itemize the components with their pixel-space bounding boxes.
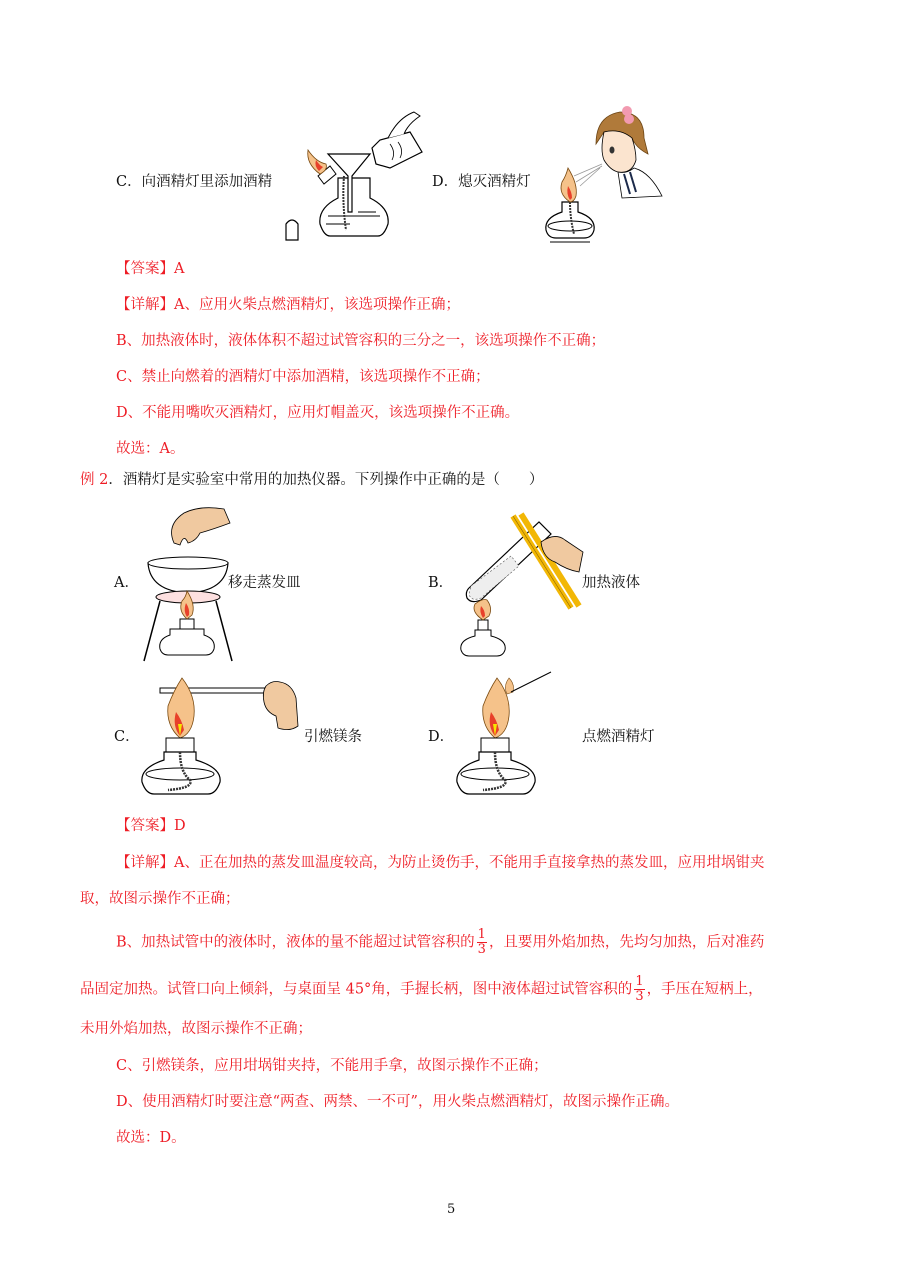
ex2-explanation-b-line2: 品固定加热。试管口向上倾斜，与桌面呈 45°角，手握长柄，图中液体超过试管容积的 $\frac{1}{3}$ ，手压在短柄上， — [80, 974, 763, 1004]
ex1-explanation-a: 【详解】A、应用火柴点燃酒精灯，该选项操作正确； — [116, 297, 460, 313]
ex2-option-b-illustration — [455, 512, 585, 660]
ex1-answer: 【答案】A — [116, 261, 185, 277]
ex2-option-c-text: 引燃镁条 — [304, 729, 362, 745]
ex2-option-a-text: 移走蒸发皿 — [228, 575, 301, 591]
ex1-option-d-illustration — [540, 98, 665, 248]
ex2-option-d-text: 点燃酒精灯 — [582, 729, 655, 745]
ex1-explanation-d: D、不能用嘴吹灭酒精灯，应用灯帽盖灭，该选项操作不正确。 — [116, 405, 520, 421]
ex2-option-d-illustration — [455, 676, 565, 806]
fraction-one-third: $\frac{1}{3}$ — [477, 927, 486, 957]
ex2-explanation-a-line1: 【详解】A、正在加热的蒸发皿温度较高，为防止烫伤手，不能用手直接拿热的蒸发皿，应用坩埚钳夹 — [116, 855, 765, 871]
ex2-explanation-b-line3: 未用外焰加热，故图示操作不正确； — [80, 1021, 312, 1037]
ex1-option-c-label: C．向酒精灯里添加酒精 — [116, 174, 273, 190]
ex2-explanation-d: D、使用酒精灯时要注意“两查、两禁、一不可”，用火柴点燃酒精灯，故图示操作正确。 — [116, 1094, 679, 1110]
ex2-explanation-c: C、引燃镁条，应用坩埚钳夹持，不能用手拿，故图示操作不正确； — [116, 1058, 548, 1074]
ex1-explanation-c: C、禁止向燃着的酒精灯中添加酒精，该选项操作不正确； — [116, 369, 490, 385]
ex1-explanation-b: B、加热液体时，液体体积不超过试管容积的三分之一，该选项操作不正确； — [116, 333, 606, 349]
fraction-one-third: $\frac{1}{3}$ — [635, 974, 644, 1004]
ex2-explanation-a-line2: 取，故图示操作不正确； — [80, 891, 240, 907]
ex2-option-d-letter: D． — [428, 729, 455, 745]
ex2-question: 例 2．酒精灯是实验室中常用的加热仪器。下列操作中正确的是（ ） — [80, 472, 544, 488]
ex1-conclusion: 故选：A。 — [116, 441, 185, 457]
ex2-option-b-text: 加热液体 — [582, 575, 640, 591]
ex2-explanation-b-line1: B、加热试管中的液体时，液体的量不能超过试管容积的 $\frac{1}{3}$ ，且要用外焰加热，先均匀加热，后对准药 — [116, 927, 765, 957]
ex2-conclusion: 故选：D。 — [116, 1130, 186, 1146]
page-number: 5 — [447, 1202, 456, 1217]
ex2-option-c-illustration — [140, 676, 310, 806]
ex1-option-c-illustration — [280, 112, 430, 247]
ex2-option-b-letter: B． — [428, 575, 454, 591]
ex2-answer: 【答案】D — [116, 818, 186, 834]
ex2-option-a-letter: A． — [114, 575, 139, 591]
ex2-option-a-illustration — [140, 505, 240, 663]
ex2-option-c-letter: C． — [114, 729, 140, 745]
ex1-option-d-label: D．熄灭酒精灯 — [432, 174, 531, 190]
ex2-label: 例 2 — [80, 472, 109, 488]
